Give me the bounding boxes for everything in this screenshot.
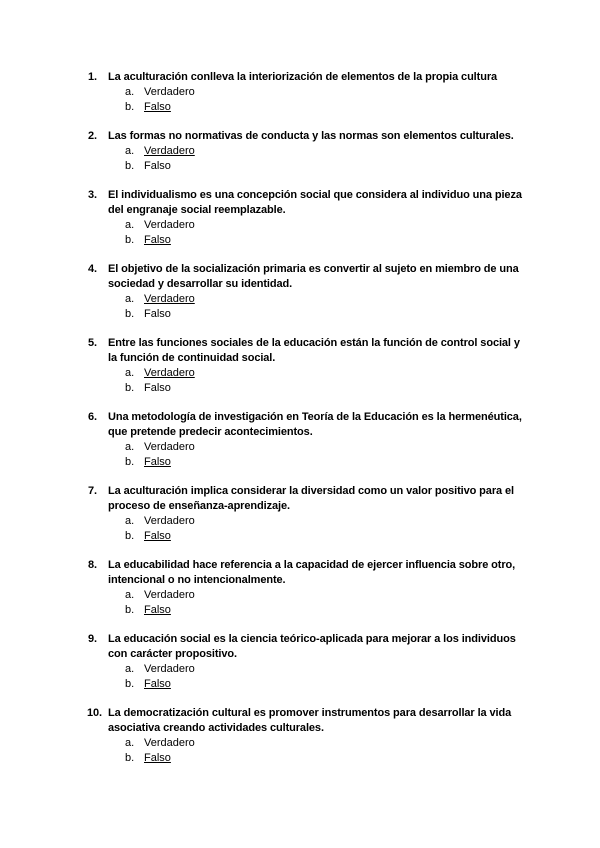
option-label: Verdadero bbox=[144, 219, 195, 231]
question-item bbox=[88, 336, 528, 396]
option-letter: b. bbox=[125, 678, 135, 690]
option-list bbox=[88, 514, 528, 544]
option-letter: b. bbox=[125, 604, 135, 616]
question-number: 4. bbox=[88, 263, 97, 275]
option-letter: a. bbox=[125, 367, 135, 379]
option-b[interactable] bbox=[88, 603, 528, 618]
question-text: Una metodología de investigación en Teoría de la Educación es la hermenéutica, que pretende predecir acontecimientos. bbox=[108, 411, 522, 438]
option-list bbox=[88, 218, 528, 248]
question-text: La aculturación conlleva la interiorización de elementos de la propia cultura bbox=[108, 71, 498, 83]
question-item bbox=[88, 262, 528, 322]
question-heading bbox=[88, 336, 528, 366]
question-item bbox=[88, 129, 528, 174]
option-label: Verdadero bbox=[144, 737, 195, 749]
question-heading bbox=[88, 188, 528, 218]
question-text: Las formas no normativas de conducta y las normas son elementos culturales. bbox=[108, 130, 514, 142]
question-heading bbox=[88, 484, 528, 514]
option-letter: a. bbox=[125, 145, 135, 157]
question-item bbox=[88, 484, 528, 544]
question-text: La democratización cultural es promover instrumentos para desarrollar la vida asociativa creando actividades culturales. bbox=[108, 707, 512, 734]
option-b[interactable] bbox=[88, 529, 528, 544]
option-label: Verdadero bbox=[144, 589, 195, 601]
option-label: Verdadero bbox=[144, 293, 195, 305]
question-item bbox=[88, 558, 528, 618]
question-item bbox=[88, 410, 528, 470]
option-label: Verdadero bbox=[144, 515, 195, 527]
option-letter: b. bbox=[125, 234, 135, 246]
option-list bbox=[88, 85, 528, 115]
option-letter: b. bbox=[125, 752, 135, 764]
option-letter: a. bbox=[125, 441, 135, 453]
option-label: Falso bbox=[144, 678, 171, 690]
question-heading bbox=[88, 706, 528, 736]
option-list bbox=[88, 440, 528, 470]
option-b[interactable] bbox=[88, 233, 528, 248]
question-heading bbox=[88, 262, 528, 292]
option-letter: b. bbox=[125, 456, 135, 468]
question-heading bbox=[88, 410, 528, 440]
option-letter: a. bbox=[125, 663, 135, 675]
option-a[interactable] bbox=[88, 144, 528, 159]
question-item bbox=[88, 632, 528, 692]
question-heading bbox=[88, 70, 528, 85]
question-number: 2. bbox=[88, 130, 97, 142]
option-label: Falso bbox=[144, 382, 171, 394]
option-list bbox=[88, 662, 528, 692]
option-label: Falso bbox=[144, 456, 171, 468]
option-a[interactable] bbox=[88, 514, 528, 529]
option-letter: b. bbox=[125, 160, 135, 172]
option-a[interactable] bbox=[88, 292, 528, 307]
question-number: 10. bbox=[87, 707, 102, 719]
option-a[interactable] bbox=[88, 440, 528, 455]
question-number: 3. bbox=[88, 189, 97, 201]
question-number: 1. bbox=[88, 71, 97, 83]
option-list bbox=[88, 144, 528, 174]
option-label: Verdadero bbox=[144, 663, 195, 675]
question-item bbox=[88, 706, 528, 766]
option-b[interactable] bbox=[88, 381, 528, 396]
option-label: Falso bbox=[144, 101, 171, 113]
question-text: La educación social es la ciencia teórico-aplicada para mejorar a los individuos con carácter propositivo. bbox=[108, 633, 516, 660]
option-letter: a. bbox=[125, 515, 135, 527]
option-label: Falso bbox=[144, 160, 171, 172]
option-label: Falso bbox=[144, 604, 171, 616]
option-list bbox=[88, 292, 528, 322]
option-letter: b. bbox=[125, 101, 135, 113]
option-label: Falso bbox=[144, 752, 171, 764]
option-letter: a. bbox=[125, 86, 135, 98]
question-item bbox=[88, 70, 528, 115]
question-text: El objetivo de la socialización primaria es convertir al sujeto en miembro de una sociedad y desarrollar su identidad. bbox=[108, 263, 519, 290]
option-letter: b. bbox=[125, 382, 135, 394]
question-heading bbox=[88, 632, 528, 662]
option-label: Falso bbox=[144, 234, 171, 246]
option-list bbox=[88, 736, 528, 766]
question-heading bbox=[88, 558, 528, 588]
option-a[interactable] bbox=[88, 218, 528, 233]
question-number: 7. bbox=[88, 485, 97, 497]
option-letter: b. bbox=[125, 308, 135, 320]
option-label: Verdadero bbox=[144, 367, 195, 379]
option-a[interactable] bbox=[88, 662, 528, 677]
question-number: 8. bbox=[88, 559, 97, 571]
option-label: Verdadero bbox=[144, 145, 195, 157]
option-b[interactable] bbox=[88, 100, 528, 115]
option-letter: a. bbox=[125, 293, 135, 305]
question-number: 5. bbox=[88, 337, 97, 349]
question-item bbox=[88, 188, 528, 248]
option-b[interactable] bbox=[88, 455, 528, 470]
option-label: Falso bbox=[144, 530, 171, 542]
question-heading bbox=[88, 129, 528, 144]
question-text: La educabilidad hace referencia a la capacidad de ejercer influencia sobre otro, intencional o no intencionalmente. bbox=[108, 559, 516, 586]
option-letter: a. bbox=[125, 589, 135, 601]
option-b[interactable] bbox=[88, 751, 528, 766]
option-label: Verdadero bbox=[144, 441, 195, 453]
question-text: El individualismo es una concepción social que considera al individuo una pieza del engranaje social reemplazable. bbox=[108, 189, 522, 216]
option-b[interactable] bbox=[88, 159, 528, 174]
option-list bbox=[88, 588, 528, 618]
option-letter: a. bbox=[125, 219, 135, 231]
option-a[interactable] bbox=[88, 736, 528, 751]
option-a[interactable] bbox=[88, 85, 528, 100]
option-b[interactable] bbox=[88, 677, 528, 692]
question-number: 9. bbox=[88, 633, 97, 645]
question-list bbox=[88, 70, 528, 780]
question-number: 6. bbox=[88, 411, 97, 423]
question-text: Entre las funciones sociales de la educación están la función de control social y la función de continuidad social. bbox=[108, 337, 520, 364]
option-b[interactable] bbox=[88, 307, 528, 322]
option-letter: a. bbox=[125, 737, 135, 749]
option-list bbox=[88, 366, 528, 396]
option-label: Verdadero bbox=[144, 86, 195, 98]
option-letter: b. bbox=[125, 530, 135, 542]
option-a[interactable] bbox=[88, 588, 528, 603]
option-label: Falso bbox=[144, 308, 171, 320]
question-text: La aculturación implica considerar la diversidad como un valor positivo para el proceso de enseñanza-aprendizaje. bbox=[108, 485, 514, 512]
option-a[interactable] bbox=[88, 366, 528, 381]
